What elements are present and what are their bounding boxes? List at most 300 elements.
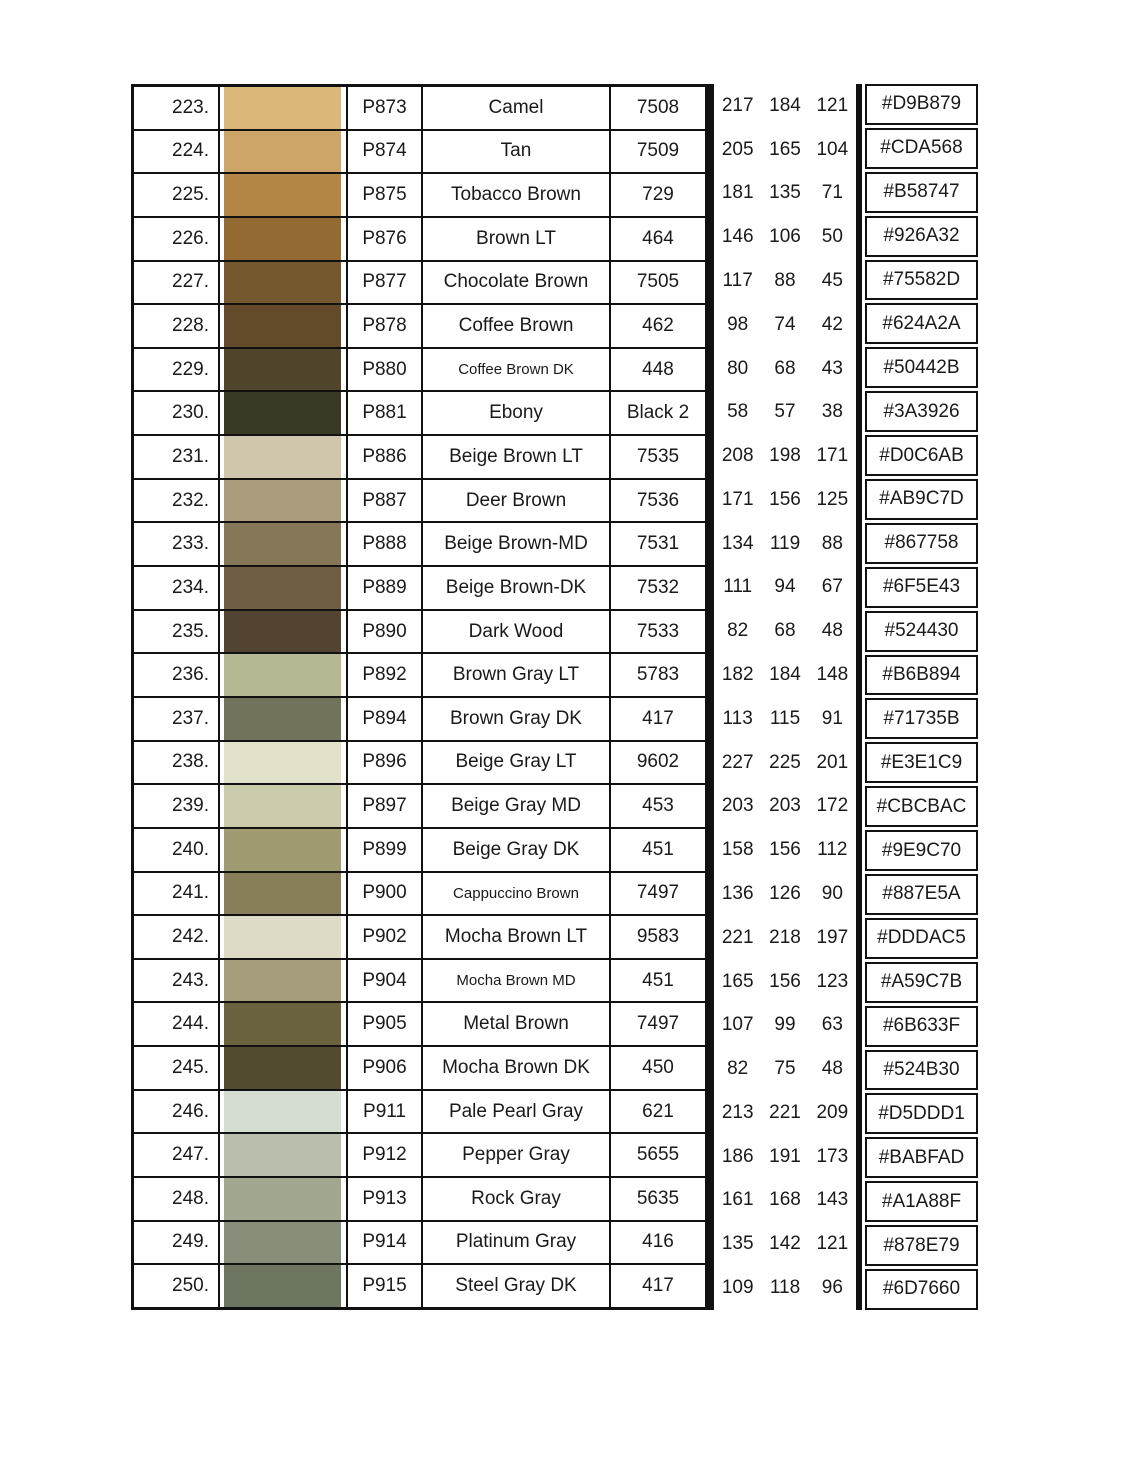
color-row: [134, 349, 705, 393]
color-swatch: [224, 480, 341, 522]
color-row: [134, 480, 705, 524]
row-number: 247.: [134, 1134, 220, 1176]
color-row: [134, 218, 705, 262]
rgb-blue-value: 121: [816, 1233, 849, 1255]
color-swatch-cell: [220, 873, 348, 915]
rgb-green-value: 156: [769, 839, 801, 861]
row-number: 226.: [134, 218, 220, 260]
rgb-blue-value: 96: [821, 1276, 843, 1298]
rgb-blue-value: 112: [817, 839, 848, 861]
row-number: 245.: [134, 1047, 220, 1089]
rgb-green-value: 142: [769, 1233, 801, 1255]
color-code: P875: [348, 174, 423, 216]
rgb-green-value: 68: [774, 620, 796, 642]
color-code: P905: [348, 1003, 423, 1045]
color-swatch: [224, 523, 341, 565]
rgb-row: [714, 653, 856, 697]
reference-number: 7536: [636, 489, 680, 511]
row-number: 225.: [134, 174, 220, 216]
color-swatch-cell: [220, 349, 348, 391]
reference-number: 7535: [636, 445, 680, 467]
color-code: P894: [348, 698, 423, 740]
color-name: Metal Brown: [423, 1003, 611, 1045]
rgb-green-value: 119: [769, 532, 801, 554]
color-swatch: [224, 1091, 341, 1133]
color-swatch: [224, 611, 341, 653]
reference-number: 451: [642, 969, 674, 991]
row-number: 242.: [134, 916, 220, 958]
rgb-red-value: 158: [721, 839, 754, 861]
color-swatch: [224, 698, 341, 740]
color-row: [134, 305, 705, 349]
rgb-red-value: 227: [721, 751, 754, 773]
row-number: 239.: [134, 785, 220, 827]
hex-value: #3A3926: [865, 391, 978, 432]
hex-value: #D0C6AB: [865, 435, 978, 476]
color-code: P873: [348, 87, 423, 129]
rgb-green-value: 118: [769, 1276, 801, 1298]
row-number: 224.: [134, 131, 220, 173]
rgb-red-value: 203: [721, 795, 754, 817]
rgb-green-value: 218: [769, 926, 801, 948]
row-number: 227.: [134, 262, 220, 304]
color-name: Coffee Brown: [423, 305, 611, 347]
color-code: P900: [348, 873, 423, 915]
hex-value: #D5DDD1: [865, 1093, 978, 1134]
color-swatch: [224, 960, 341, 1002]
rgb-blue-value: 42: [821, 313, 843, 335]
hex-value: #887E5A: [865, 874, 978, 915]
color-swatch: [224, 829, 341, 871]
hex-value: #B6B894: [865, 655, 978, 696]
color-name: Beige Brown LT: [423, 436, 611, 478]
rgb-green-value: 74: [774, 313, 796, 335]
rgb-blue-value: 171: [816, 445, 849, 467]
reference-number: 621: [642, 1100, 674, 1122]
reference-number: 9602: [636, 751, 680, 773]
color-swatch: [224, 131, 341, 173]
color-swatch: [224, 218, 341, 260]
color-row: [134, 1091, 705, 1135]
color-row: [134, 611, 705, 655]
rgb-row: [714, 215, 856, 259]
color-name: Brown Gray DK: [423, 698, 611, 740]
color-row: [134, 785, 705, 829]
hex-value: #75582D: [865, 260, 978, 301]
color-name: Platinum Gray: [423, 1222, 611, 1264]
color-name: Rock Gray: [423, 1178, 611, 1220]
color-code: P887: [348, 480, 423, 522]
rgb-values-block: [708, 84, 862, 1310]
color-row: [134, 262, 705, 306]
rgb-blue-value: 197: [816, 926, 849, 948]
color-row: [134, 174, 705, 218]
rgb-green-value: 165: [769, 138, 801, 160]
rgb-blue-value: 88: [821, 532, 843, 554]
color-swatch: [224, 742, 341, 784]
rgb-green-value: 94: [774, 576, 796, 598]
rgb-red-value: 171: [721, 488, 754, 510]
row-number: 246.: [134, 1091, 220, 1133]
rgb-red-value: 58: [727, 401, 749, 423]
rgb-green-value: 225: [769, 751, 801, 773]
color-code: P881: [348, 392, 423, 434]
rgb-row: [714, 478, 856, 522]
color-swatch: [224, 87, 341, 129]
hex-value: #E3E1C9: [865, 742, 978, 783]
color-swatch: [224, 654, 341, 696]
rgb-red-value: 113: [722, 707, 753, 729]
color-swatch-cell: [220, 567, 348, 609]
color-swatch-cell: [220, 1178, 348, 1220]
color-row: [134, 873, 705, 917]
color-swatch-cell: [220, 1134, 348, 1176]
color-swatch: [224, 916, 341, 958]
rgb-green-value: 156: [769, 488, 801, 510]
color-name: Deer Brown: [423, 480, 611, 522]
reference-number: 7497: [636, 882, 680, 904]
rgb-row: [714, 390, 856, 434]
hex-value: #6F5E43: [865, 567, 978, 608]
rgb-blue-value: 45: [821, 270, 843, 292]
color-row: [134, 392, 705, 436]
rgb-blue-value: 50: [821, 226, 843, 248]
color-swatch-cell: [220, 1265, 348, 1307]
rgb-red-value: 146: [721, 226, 754, 248]
row-number: 223.: [134, 87, 220, 129]
color-swatch-cell: [220, 1091, 348, 1133]
color-code: P880: [348, 349, 423, 391]
color-name: Coffee Brown DK: [423, 349, 611, 391]
rgb-row: [714, 566, 856, 610]
color-name: Camel: [423, 87, 611, 129]
color-swatch-cell: [220, 218, 348, 260]
rgb-blue-value: 67: [821, 576, 843, 598]
color-code: P913: [348, 1178, 423, 1220]
rgb-red-value: 213: [721, 1101, 754, 1123]
reference-number: 462: [642, 315, 674, 337]
row-number: 248.: [134, 1178, 220, 1220]
rgb-blue-value: 71: [821, 182, 843, 204]
color-name: Mocha Brown LT: [423, 916, 611, 958]
rgb-blue-value: 48: [821, 1058, 843, 1080]
rgb-red-value: 82: [727, 620, 749, 642]
reference-number: 448: [642, 358, 674, 380]
rgb-green-value: 75: [774, 1058, 796, 1080]
rgb-row: [714, 1091, 856, 1135]
row-number: 240.: [134, 829, 220, 871]
reference-number: 729: [642, 184, 674, 206]
color-swatch-cell: [220, 436, 348, 478]
rgb-row: [714, 1179, 856, 1223]
hex-value: #BABFAD: [865, 1137, 978, 1178]
reference-number: 5635: [636, 1187, 680, 1209]
row-number: 238.: [134, 742, 220, 784]
row-number: 236.: [134, 654, 220, 696]
color-code: P889: [348, 567, 423, 609]
hex-value: #926A32: [865, 216, 978, 257]
rgb-green-value: 115: [769, 707, 801, 729]
color-code: P902: [348, 916, 423, 958]
reference-number: 417: [642, 1275, 674, 1297]
color-row: [134, 698, 705, 742]
color-swatch: [224, 1178, 341, 1220]
reference-number: 5655: [636, 1144, 680, 1166]
color-swatch: [224, 785, 341, 827]
hex-value: #DDDAC5: [865, 918, 978, 959]
rgb-green-value: 221: [769, 1101, 801, 1123]
rgb-blue-value: 123: [816, 970, 849, 992]
rgb-row: [714, 303, 856, 347]
rgb-row: [714, 697, 856, 741]
color-code: P897: [348, 785, 423, 827]
color-code: P890: [348, 611, 423, 653]
color-swatch-cell: [220, 392, 348, 434]
hex-value: #50442B: [865, 347, 978, 388]
color-swatch: [224, 1003, 341, 1045]
rgb-blue-value: 48: [821, 620, 843, 642]
rgb-red-value: 186: [721, 1145, 754, 1167]
reference-number: 417: [642, 707, 674, 729]
color-table: [131, 84, 708, 1310]
color-row: [134, 1134, 705, 1178]
color-code: P888: [348, 523, 423, 565]
rgb-blue-value: 209: [816, 1101, 849, 1123]
color-code: P896: [348, 742, 423, 784]
row-number: 237.: [134, 698, 220, 740]
rgb-row: [714, 1003, 856, 1047]
color-name: Beige Brown-MD: [423, 523, 611, 565]
color-row: [134, 829, 705, 873]
hex-value: #AB9C7D: [865, 479, 978, 520]
rgb-blue-value: 38: [821, 401, 843, 423]
rgb-row: [714, 916, 856, 960]
rgb-blue-value: 148: [816, 664, 849, 686]
color-row: [134, 1003, 705, 1047]
color-swatch: [224, 174, 341, 216]
color-row: [134, 1178, 705, 1222]
rgb-red-value: 111: [723, 576, 753, 598]
rgb-red-value: 182: [721, 664, 754, 686]
color-chart: [131, 84, 978, 1310]
rgb-green-value: 198: [769, 445, 801, 467]
color-row: [134, 87, 705, 131]
color-code: P877: [348, 262, 423, 304]
color-swatch: [224, 1265, 341, 1307]
rgb-red-value: 82: [727, 1058, 749, 1080]
rgb-blue-value: 201: [816, 751, 849, 773]
rgb-green-value: 99: [774, 1014, 796, 1036]
hex-value: #D9B879: [865, 84, 978, 125]
rgb-green-value: 135: [769, 182, 801, 204]
color-code: P911: [348, 1091, 423, 1133]
color-swatch-cell: [220, 87, 348, 129]
hex-value: #867758: [865, 523, 978, 564]
rgb-red-value: 134: [721, 532, 754, 554]
reference-number: Black 2: [626, 402, 690, 424]
row-number: 232.: [134, 480, 220, 522]
reference-number: 7508: [636, 96, 680, 118]
rgb-green-value: 184: [769, 94, 801, 116]
rgb-red-value: 208: [721, 445, 754, 467]
color-name: Beige Gray MD: [423, 785, 611, 827]
reference-number: 416: [642, 1231, 674, 1253]
color-swatch-cell: [220, 305, 348, 347]
color-swatch: [224, 436, 341, 478]
color-swatch-cell: [220, 611, 348, 653]
rgb-red-value: 135: [721, 1233, 754, 1255]
hex-value: #CBCBAC: [865, 786, 978, 827]
reference-number: 9583: [636, 925, 680, 947]
color-swatch: [224, 349, 341, 391]
color-swatch: [224, 1134, 341, 1176]
hex-value: #71735B: [865, 698, 978, 739]
color-swatch: [224, 567, 341, 609]
color-swatch-cell: [220, 742, 348, 784]
rgb-row: [714, 1047, 856, 1091]
rgb-row: [714, 259, 856, 303]
rgb-blue-value: 125: [816, 488, 849, 510]
hex-value: #878E79: [865, 1225, 978, 1266]
rgb-red-value: 161: [721, 1189, 754, 1211]
rgb-row: [714, 741, 856, 785]
row-number: 235.: [134, 611, 220, 653]
rgb-row: [714, 347, 856, 391]
rgb-row: [714, 609, 856, 653]
reference-number: 7532: [636, 576, 680, 598]
rgb-red-value: 117: [722, 270, 753, 292]
color-name: Chocolate Brown: [423, 262, 611, 304]
rgb-blue-value: 104: [816, 138, 849, 160]
reference-number: 7509: [636, 140, 680, 162]
rgb-green-value: 156: [769, 970, 801, 992]
reference-number: 5783: [636, 664, 680, 686]
reference-number: 464: [642, 227, 674, 249]
color-swatch-cell: [220, 829, 348, 871]
rgb-row: [714, 434, 856, 478]
rgb-blue-value: 143: [816, 1189, 849, 1211]
rgb-blue-value: 63: [821, 1014, 843, 1036]
reference-number: 7531: [636, 533, 680, 555]
color-row: [134, 131, 705, 175]
color-code: P876: [348, 218, 423, 260]
color-name: Brown LT: [423, 218, 611, 260]
row-number: 243.: [134, 960, 220, 1002]
row-number: 250.: [134, 1265, 220, 1307]
color-swatch-cell: [220, 1047, 348, 1089]
rgb-green-value: 106: [769, 226, 801, 248]
color-row: [134, 1265, 705, 1307]
reference-number: 450: [642, 1056, 674, 1078]
color-name: Pale Pearl Gray: [423, 1091, 611, 1133]
rgb-row: [714, 128, 856, 172]
color-name: Brown Gray LT: [423, 654, 611, 696]
row-number: 244.: [134, 1003, 220, 1045]
color-name: Beige Gray LT: [423, 742, 611, 784]
color-swatch-cell: [220, 1222, 348, 1264]
rgb-row: [714, 172, 856, 216]
color-swatch-cell: [220, 480, 348, 522]
rgb-green-value: 88: [774, 270, 796, 292]
rgb-red-value: 165: [721, 970, 754, 992]
color-name: Beige Gray DK: [423, 829, 611, 871]
rgb-blue-value: 172: [816, 795, 849, 817]
color-name: Tan: [423, 131, 611, 173]
color-row: [134, 523, 705, 567]
rgb-green-value: 126: [769, 882, 801, 904]
color-swatch-cell: [220, 785, 348, 827]
color-name: Mocha Brown MD: [423, 960, 611, 1002]
rgb-green-value: 168: [769, 1189, 801, 1211]
row-number: 249.: [134, 1222, 220, 1264]
rgb-row: [714, 1222, 856, 1266]
hex-value: #6B633F: [865, 1006, 978, 1047]
row-number: 228.: [134, 305, 220, 347]
color-swatch-cell: [220, 262, 348, 304]
rgb-green-value: 191: [769, 1145, 801, 1167]
rgb-red-value: 221: [721, 926, 754, 948]
color-code: P886: [348, 436, 423, 478]
color-name: Dark Wood: [423, 611, 611, 653]
color-name: Steel Gray DK: [423, 1265, 611, 1307]
color-code: P915: [348, 1265, 423, 1307]
color-name: Cappuccino Brown: [423, 873, 611, 915]
hex-value: #B58747: [865, 172, 978, 213]
color-swatch: [224, 305, 341, 347]
row-number: 241.: [134, 873, 220, 915]
color-code: P914: [348, 1222, 423, 1264]
rgb-row: [714, 522, 856, 566]
color-code: P899: [348, 829, 423, 871]
row-number: 231.: [134, 436, 220, 478]
color-swatch-cell: [220, 960, 348, 1002]
row-number: 234.: [134, 567, 220, 609]
color-row: [134, 960, 705, 1004]
hex-value: #9E9C70: [865, 830, 978, 871]
rgb-red-value: 107: [721, 1014, 754, 1036]
color-code: P906: [348, 1047, 423, 1089]
rgb-row: [714, 960, 856, 1004]
reference-number: 451: [642, 838, 674, 860]
reference-number: 7497: [636, 1013, 680, 1035]
rgb-row: [714, 872, 856, 916]
hex-values-column: [865, 84, 978, 1310]
color-name: Tobacco Brown: [423, 174, 611, 216]
color-swatch: [224, 873, 341, 915]
color-swatch-cell: [220, 174, 348, 216]
color-row: [134, 1047, 705, 1091]
color-swatch-cell: [220, 654, 348, 696]
color-swatch: [224, 262, 341, 304]
rgb-row: [714, 785, 856, 829]
rgb-red-value: 109: [721, 1276, 754, 1298]
hex-value: #A59C7B: [865, 962, 978, 1003]
reference-number: 7533: [636, 620, 680, 642]
rgb-blue-value: 90: [821, 882, 843, 904]
rgb-red-value: 136: [721, 882, 754, 904]
row-number: 229.: [134, 349, 220, 391]
color-name: Mocha Brown DK: [423, 1047, 611, 1089]
color-swatch-cell: [220, 523, 348, 565]
rgb-red-value: 205: [721, 138, 754, 160]
color-swatch: [224, 1047, 341, 1089]
color-swatch: [224, 1222, 341, 1264]
rgb-green-value: 68: [774, 357, 796, 379]
rgb-green-value: 184: [769, 664, 801, 686]
reference-number: 7505: [636, 271, 680, 293]
color-row: [134, 1222, 705, 1266]
rgb-row: [714, 1135, 856, 1179]
